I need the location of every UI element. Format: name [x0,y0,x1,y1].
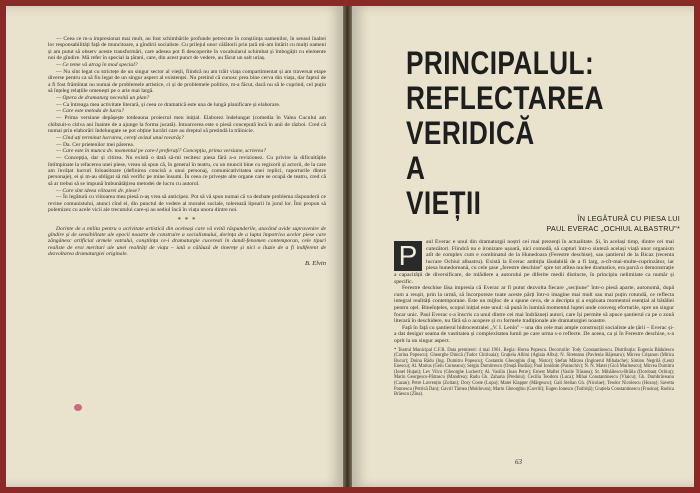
subtitle-line: ÎN LEGĂTURĂ CU PIESA LUI [577,214,680,223]
paragraph: Față în față cu șantierul hidrocentralei „V. I. Lenin" – una din cele mai ample construcții socialiste ale țării – Everac și-a dat desigur seama de vastitatea și complexitatea lumii pe care urma s-o reflecte. De aceea, ca și în Ferestre deschise, s-a oprit la un singur aspect. [394,324,674,344]
paragraph: aul Everac e unul din dramaturgii noștri cei mai prezenți în actualitate. Și, în același timp, dintre cei mai cutezători. Fiindcă nu e ironizare ușoară, nici comodă, să capturi într-o sinteză același viață unor organism atît de complex cum e combinatul de la Hunedoara (Ferestre deschise), sau șantierul de la Bicaz (recenta lucrare Ochiul albastru). Există la Everac ambiția lăudabilă de a fi larg, a-cît-mai-multe-cuprinzător, iar piesa hunedoreană, cu cele șase „ferestre deschise" spre tot atîtea nuclee dramatice, era parcă o demonstrație a capacității de diversificare, de mlădiere a autorului pe diferite medii distincte, în principiu nelimitate ca număr și specific. [394,239,674,285]
title-line: VERIDICĂ [406,115,535,151]
paragraph: — Prima versiune depășește totdeauna proiectul meu inițial. Elaborez îndelungat (comedia în Valea Cucului am chibzuit-o citiva ani înainte de a ajunge la forma jucată). Intoarcerea este o piesă concepută încă în anii de război. Cred că numai prin elaborări îndelungate se pot obține lucrări care au dreptul să pretindă la trăinicie. [48,115,326,135]
paragraph: — Da. Cer prietenilor mei părerea. [56,141,135,148]
title-line: PRINCIPALUL: [406,45,595,81]
paragraph: — Nu sînt legat cu strictețe de un singur sector al vieții, fiindcă nu am trăit viața compartimentat și am traversat etape diverse pentru ca să fiu legat de un singur aspect al existenței. Nu pretind că cunosc prea bine cerva din viața, dar faptul de a fi fost frămîntat nu numai de problemele artistice, ci și de problemele politice, m-a făcut, dacă nu să le cuprind, cel puțin să înțeleg relațiile omenești pe o arie mai largă. [48,68,326,95]
title-line: REFLECTAREA [406,80,604,116]
left-page [6,6,343,487]
question: — Ce teme vă atrag în mod special? [56,62,138,69]
title-line: A [406,150,426,186]
paragraph: — Ca întreaga mea activitate literară, și ceea ce dramatică este una de lungă planificare și elaborare. [56,101,281,108]
article-body [394,239,674,403]
title-line: VIEȚII [406,185,482,221]
book-gutter [343,6,352,487]
question: — Opera de dramaturg necesită un plan? [56,94,150,101]
page-number: 63 [515,458,522,466]
question: — Cînd ați terminat lucrarea, cereți avizul unui tovarăș? [56,134,184,141]
stain-mark [74,404,82,411]
section-divider: * * * [177,215,197,224]
paragraph: — În legătură cu viitoarea mea piesă n-aș vrea să anticipez. Pot să vă spun numai că va dezbate problema răspunderii ce revine comunistului, atunci cînd el, din punctul de vedere al moralei sociale, tolerează lipsurii în jurul lor. Îmi propun să polemizez cu acele vicii ale trecutului care-și au sediul încă în viața unora dintre noi. [48,194,326,214]
subtitle-line: PAUL EVERAC „OCHIUL ALBASTRU"* [546,224,680,233]
author-signature: B. Elvin [305,259,326,267]
question: — Care este metoda de lucru? [56,108,124,115]
closing-paragraph: Dorinte de a milita pentru o activitate artistică din aceleași care vă evită răspunderile, atacând avide supravenire de gîndire și de sensibilitate ale epocii noastre de construire a socialismului, dorința de a lupta împotriva acelor piese care zăngănesc artificial armele vatrului, conștiința ce-i dramaturgie cuceresti în dandi-fenomen contemporan, cele tipuri realiste de eroi merituri ale unei realități de viața – iată o călăuză de tinerețe și nici o iluzie de a fi indiferent de dezvoltarea dramaturgiei originale. [48,225,326,258]
drop-cap: P [394,241,422,271]
paragraph: — Concepția, dar și citirea. Nu există o dată să-mi recitesc piesa fără a-o revizionez. Cu privire la dificultățile întîmpinate la refacerea unei piese, vreau să spun că, în general în teatru, cu un muncit bine cu regizorii și actorii, de la care am învățat lucruri foloasitoare (definirea concisă a unui personaj, comunicativitatea unei replici, raporturile dintre personaje), ei și m-au obligat să mă verific pe mine însumi. În ceea ce privește alte organe care se ocupă de teatru, cred că să ar trebui să se impună îmbunătățirea metodei de lucru cu autorul. [48,155,326,187]
interview-column [48,36,326,267]
paragraph: Ferestre deschise lăsa impresia că Everac ar fi putut dezvolta fiecare „secțiune" într-o piesă aparte, autonomă, după cum a reușit, prin la urmă, să încorporeze toate aceste părți într-o imagine mai mult sau mai puțin rotundă, ce reflecta integral realități contemporane. Este un mijloc de a spune ceva, de a decripta și a exploata momentul esențial al bătăliei pentru oțel. Bineînțeles, scopul inițial este unul: să pună în lumină momentul luptei unde converg eforturile, spre un singur focar unic. Paul Everac s-a înscris ca unul dintre cei mai îndrăzneți autori, care își permite să apuce șantierul ca pe o zonă literară în deschidere, nu fără să o acopere și cu formele tradiționale ale dramaturgiei noastre. [394,285,674,325]
question: — Care sînt ideea viitoarei dv. piese? [56,187,140,194]
article-title [406,46,619,221]
footnote: * Teatrul Municipal C.F.R. Data premierei: 4 mai 1961. Regia: Horea Popescu. Decorurile: Tody Constantinescu. Distribuția: Eugenia Bădulescu (Corina Popescu); Gheorghe Dinică (Tudor Chirioaia); Grațiela Albini (Aglaia Albu); N. Sireteanu (Pavlenia Băjenaru); Mircea Crișanon (Mitica Bucur); Doina Rădu (Ing. Dumitru Popescu); Costantin Gheorghiu (Ing. Nistor); Ștefan Mărzea (Inginerul Mihalache); Simion Negrilă (Lenți Enescu); Al. Marius (Gelu Corneanu); Sergiu Dumitrescu (Onuță Budău); Paul Ionidom (Paraschiv); N. N. Matei (Gică Marinescu); Mircea Dumitru (Ionel Huțan); Lev Vilcu (Gheorghe Luckert); Al. Vasiliu (Ioan Petre); Ernest Maftei (Vasile Trăsnea); St. Mihăilescu-Brăila (Dorobanț Ochiuț); Marin Georgescu-Pătrascu (Mandrea); Radu Gh. Zaharia (Predoiu); Cecilia Teodoru (Luca); Mihai Constantinescu (Vlaicu); Gh. Dumbrăveanu (Cazan); Petre Lavrențiu (Zoltan); Dory Coste (Lupu); Matei Klapper (Mărgescu); Gali Stelian Gh. (Nicolae); Teodor Nicolescu (Hozoș); Savetta Ponnescu (Petrică Dan); Gavril Tărnea (Moldovan); Marin Gheorghiu (Gavriil); Eugen Ionescu (Todiriță); Grațiela Constantinescu (Frusina); Rodica Brăescu (Zîna). [394,347,674,398]
paragraph: — Ceea ce m-a impresionat mai mult, au fost schimbările profunde petrecute în conștiința oamenilor, în sensul înaltei lor responsabilități față de muncitoare, a gîndirii socialiste. Cu prilejul unor călătorii prin țară mi-am întărit cu mulți oameni și am putut să observ aceste transformări, care adesea pot fi descoperite în vocabularul schimbat și îmbogățit cu elemente noi de gîndire. Mă refer în special la țărani, care, din acest punct de vedere, au făcut un salt uriaș. [48,36,326,62]
article-subtitle [480,214,680,234]
question: — Care este în munca dv. momentul pe care-l preferați? Concepția, prima versiune, scrierea? [56,148,267,155]
right-page [352,6,694,487]
